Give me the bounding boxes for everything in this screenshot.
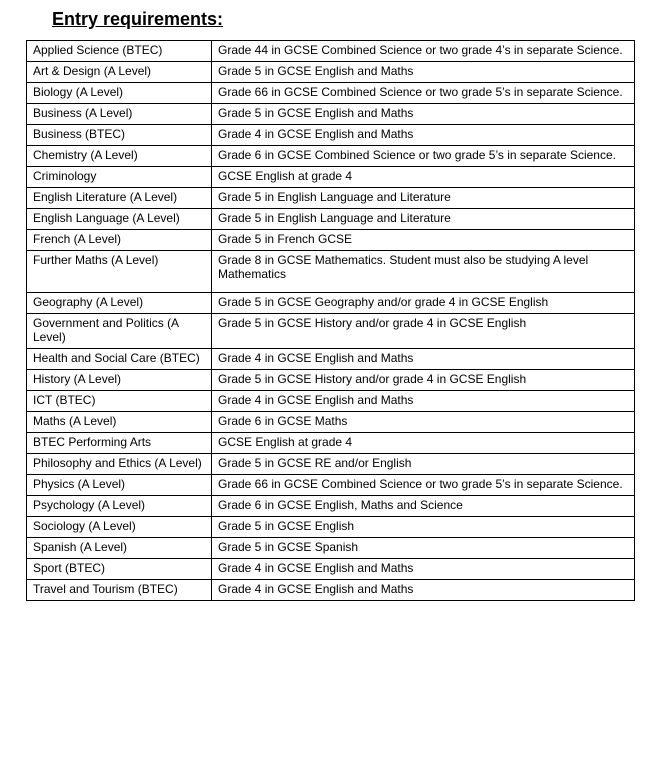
table-row	[27, 580, 635, 601]
requirement-cell: Grade 5 in GCSE English and Maths	[212, 62, 635, 83]
course-cell: Business (BTEC)	[27, 125, 212, 146]
requirement-cell: GCSE English at grade 4	[212, 433, 635, 454]
table-body	[27, 41, 635, 601]
course-cell: Physics (A Level)	[27, 475, 212, 496]
course-cell: Philosophy and Ethics (A Level)	[27, 454, 212, 475]
course-cell: Chemistry (A Level)	[27, 146, 212, 167]
table-row	[27, 188, 635, 209]
course-cell: Biology (A Level)	[27, 83, 212, 104]
course-cell: Maths (A Level)	[27, 412, 212, 433]
course-cell: Psychology (A Level)	[27, 496, 212, 517]
table-row	[27, 370, 635, 391]
course-cell: Applied Science (BTEC)	[27, 41, 212, 62]
entry-requirements-table	[26, 40, 635, 601]
requirement-cell: Grade 4 in GCSE English and Maths	[212, 125, 635, 146]
requirement-cell: Grade 4 in GCSE English and Maths	[212, 349, 635, 370]
table-row	[27, 475, 635, 496]
requirement-cell: Grade 6 in GCSE Combined Science or two grade 5’s in separate Science.	[212, 146, 635, 167]
table-row	[27, 251, 635, 293]
requirement-cell: GCSE English at grade 4	[212, 167, 635, 188]
course-cell: English Literature (A Level)	[27, 188, 212, 209]
requirement-cell: Grade 5 in English Language and Literature	[212, 188, 635, 209]
table-row	[27, 538, 635, 559]
course-cell: Further Maths (A Level)	[27, 251, 212, 293]
table-row	[27, 412, 635, 433]
course-cell: French (A Level)	[27, 230, 212, 251]
page-title: Entry requirements:	[52, 9, 224, 29]
course-cell: Art & Design (A Level)	[27, 62, 212, 83]
table-row	[27, 167, 635, 188]
course-cell: Sport (BTEC)	[27, 559, 212, 580]
requirement-cell: Grade 5 in GCSE English and Maths	[212, 104, 635, 125]
table-row	[27, 83, 635, 104]
table-row	[27, 314, 635, 349]
requirement-cell: Grade 4 in GCSE English and Maths	[212, 559, 635, 580]
requirement-cell: Grade 5 in GCSE RE and/or English	[212, 454, 635, 475]
requirement-cell: Grade 5 in GCSE Geography and/or grade 4 in GCSE English	[212, 293, 635, 314]
course-cell: English Language (A Level)	[27, 209, 212, 230]
requirement-cell: Grade 5 in GCSE English	[212, 517, 635, 538]
requirement-cell: Grade 8 in GCSE Mathematics. Student must also be studying A level Mathematics	[212, 251, 635, 293]
table-row	[27, 230, 635, 251]
requirement-cell: Grade 4 in GCSE English and Maths	[212, 580, 635, 601]
requirement-cell: Grade 5 in French GCSE	[212, 230, 635, 251]
table-row	[27, 41, 635, 62]
table-row	[27, 496, 635, 517]
table-row	[27, 209, 635, 230]
table-row	[27, 125, 635, 146]
course-cell: Government and Politics (A Level)	[27, 314, 212, 349]
course-cell: Sociology (A Level)	[27, 517, 212, 538]
table-row	[27, 454, 635, 475]
requirement-cell: Grade 44 in GCSE Combined Science or two grade 4’s in separate Science.	[212, 41, 635, 62]
table-row	[27, 62, 635, 83]
course-cell: History (A Level)	[27, 370, 212, 391]
requirement-cell: Grade 6 in GCSE Maths	[212, 412, 635, 433]
table-row	[27, 433, 635, 454]
table-row	[27, 293, 635, 314]
requirement-cell: Grade 4 in GCSE English and Maths	[212, 391, 635, 412]
requirement-cell: Grade 5 in GCSE History and/or grade 4 in GCSE English	[212, 370, 635, 391]
requirement-cell: Grade 5 in English Language and Literature	[212, 209, 635, 230]
course-cell: Geography (A Level)	[27, 293, 212, 314]
table-row	[27, 391, 635, 412]
course-cell: Business (A Level)	[27, 104, 212, 125]
requirement-cell: Grade 5 in GCSE History and/or grade 4 in GCSE English	[212, 314, 635, 349]
requirement-cell: Grade 5 in GCSE Spanish	[212, 538, 635, 559]
table-row	[27, 146, 635, 167]
requirement-cell: Grade 66 in GCSE Combined Science or two grade 5’s in separate Science.	[212, 475, 635, 496]
course-cell: ICT (BTEC)	[27, 391, 212, 412]
table-row	[27, 349, 635, 370]
table-row	[27, 104, 635, 125]
table-row	[27, 517, 635, 538]
course-cell: Criminology	[27, 167, 212, 188]
course-cell: Spanish (A Level)	[27, 538, 212, 559]
requirement-cell: Grade 6 in GCSE English, Maths and Science	[212, 496, 635, 517]
requirement-cell: Grade 66 in GCSE Combined Science or two grade 5’s in separate Science.	[212, 83, 635, 104]
table-row	[27, 559, 635, 580]
course-cell: Travel and Tourism (BTEC)	[27, 580, 212, 601]
course-cell: BTEC Performing Arts	[27, 433, 212, 454]
course-cell: Health and Social Care (BTEC)	[27, 349, 212, 370]
